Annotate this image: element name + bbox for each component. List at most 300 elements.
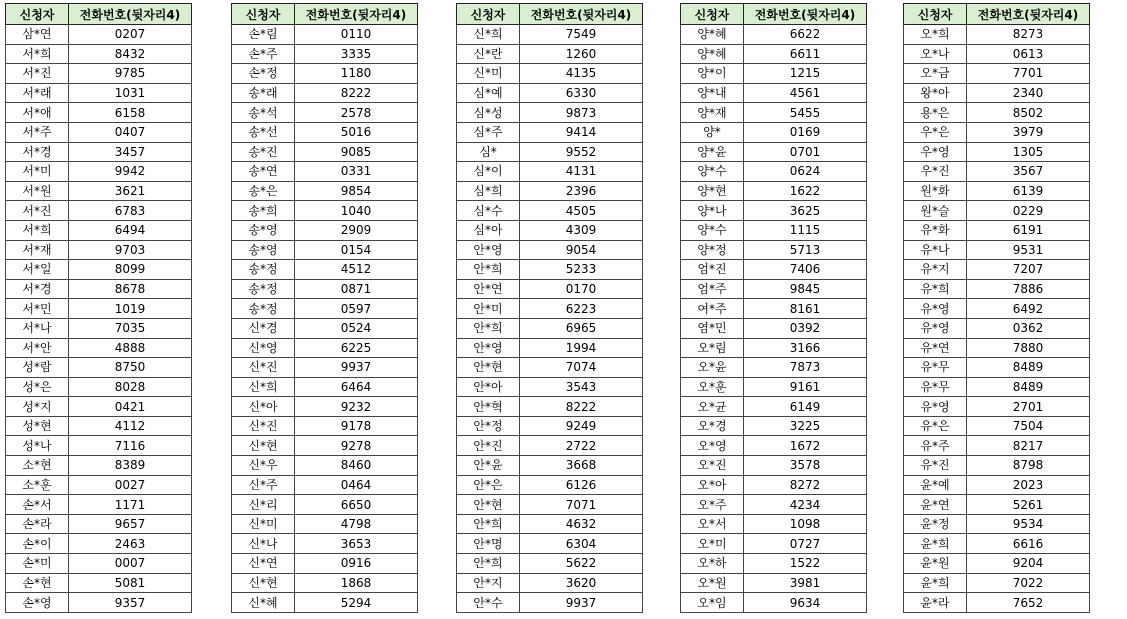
table-row [904,64,1090,84]
applicant-name-cell: 손*이 [6,534,69,554]
applicant-name-cell: 안*영 [457,240,520,260]
table-row [232,495,418,515]
table-row [6,181,192,201]
applicant-name-cell: 송*래 [232,83,295,103]
table-row [681,573,867,593]
phone-last4-cell: 3166 [744,338,867,358]
phone-last4-cell: 2578 [295,103,418,123]
table-row [904,201,1090,221]
applicant-name-cell: 유*화 [904,220,967,240]
table-row [681,318,867,338]
applicant-name-cell: 윤*라 [904,593,967,613]
applicant-name-cell: 안*영 [457,338,520,358]
phone-last4-cell: 9249 [520,416,643,436]
table-row [904,338,1090,358]
applicant-name-cell: 심*수 [457,201,520,221]
phone-last4-cell: 0871 [295,279,418,299]
applicant-name-cell: 유*영 [904,318,967,338]
phone-last4-cell: 4561 [744,83,867,103]
applicant-name-cell: 신*란 [457,44,520,64]
phone-last4-cell: 1019 [69,299,192,319]
table-row [681,358,867,378]
applicant-name-cell: 안*명 [457,534,520,554]
table-row [6,122,192,142]
phone-last4-cell: 7207 [967,260,1090,280]
table-row [6,220,192,240]
applicant-name-cell: 서*일 [6,260,69,280]
applicant-name-cell: 손*서 [6,495,69,515]
applicant-name-cell: 원*화 [904,181,967,201]
applicant-name-cell: 서*미 [6,162,69,182]
table-row [232,44,418,64]
applicant-name-cell: 양*나 [681,201,744,221]
table-row [6,240,192,260]
table-row [6,162,192,182]
table-row [457,534,643,554]
header-row [681,4,867,25]
table-row [232,83,418,103]
table-row [904,534,1090,554]
phone-last4-cell: 0027 [69,475,192,495]
applicant-name-cell: 성*람 [6,358,69,378]
table-row [457,377,643,397]
table-row [6,593,192,613]
table-row [457,64,643,84]
phone-last4-cell: 0170 [520,279,643,299]
phone-last4-cell: 7022 [967,573,1090,593]
applicant-name-cell: 안*현 [457,495,520,515]
phone-last4-cell: 6330 [520,83,643,103]
applicant-name-cell: 서*진 [6,201,69,221]
table-row [904,142,1090,162]
phone-last4-cell: 2463 [69,534,192,554]
phone-last4-cell: 7071 [520,495,643,515]
applicant-name-cell: 양*이 [681,64,744,84]
phone-last4-cell: 1031 [69,83,192,103]
phone-last4-cell: 7701 [967,64,1090,84]
table-row [681,103,867,123]
applicant-name-cell: 신*현 [232,573,295,593]
table-row [232,122,418,142]
phone-last4-cell: 3625 [744,201,867,221]
table-row [681,83,867,103]
phone-last4-cell: 8678 [69,279,192,299]
applicant-name-cell: 오*경 [681,416,744,436]
table-row [681,44,867,64]
applicant-name-cell: 서*주 [6,122,69,142]
applicant-name-cell: 송*희 [232,201,295,221]
table-row [6,338,192,358]
applicant-name-cell: 유*무 [904,377,967,397]
applicant-name-cell: 성*은 [6,377,69,397]
phone-last4-cell: 6126 [520,475,643,495]
table-row [457,122,643,142]
phone-last4-cell: 8272 [744,475,867,495]
applicant-name-cell: 양*현 [681,181,744,201]
applicant-name-cell: 서*원 [6,181,69,201]
phone-last4-cell: 4512 [295,260,418,280]
applicant-name-cell: 용*은 [904,103,967,123]
applicant-name-cell: 윤*희 [904,534,967,554]
applicant-name-cell: 안*희 [457,514,520,534]
applicant-name-cell: 서*경 [6,142,69,162]
phone-last4-cell: 9937 [295,358,418,378]
applicant-name-cell: 안*진 [457,436,520,456]
table-row [232,475,418,495]
phone-last4-cell: 3457 [69,142,192,162]
phone-last4-cell: 1672 [744,436,867,456]
phone-last4-cell: 6622 [744,25,867,45]
applicant-name-cell: 신*연 [232,554,295,574]
table-row [6,358,192,378]
applicant-name-cell: 신*나 [232,534,295,554]
phone-last4-cell: 3979 [967,122,1090,142]
phone-last4-cell: 0524 [295,318,418,338]
table-row [904,495,1090,515]
applicant-name-cell: 오*미 [681,534,744,554]
phone-last4-cell: 9178 [295,416,418,436]
table-row [681,397,867,417]
table-row [6,25,192,45]
table-row [6,436,192,456]
table-row [904,260,1090,280]
phone-last4-cell: 9703 [69,240,192,260]
table-row [681,456,867,476]
table-row [6,103,192,123]
phone-last4-cell: 1040 [295,201,418,221]
header-applicant: 신청자 [232,4,295,25]
phone-last4-cell: 0331 [295,162,418,182]
applicant-name-cell: 오*훈 [681,377,744,397]
table-row [457,416,643,436]
table-row [6,260,192,280]
table-row [681,495,867,515]
table-row [681,377,867,397]
header-phone-last4: 전화번호(뒷자리4) [520,4,643,25]
phone-last4-cell: 5713 [744,240,867,260]
table-row [457,103,643,123]
phone-last4-cell: 0421 [69,397,192,417]
applicant-name-cell: 오*림 [681,338,744,358]
table-row [681,64,867,84]
table-row [457,299,643,319]
phone-last4-cell: 0007 [69,554,192,574]
applicant-name-cell: 오*윤 [681,358,744,378]
table-row [457,554,643,574]
applicant-name-cell: 심*희 [457,181,520,201]
table-row [457,142,643,162]
table-row [6,64,192,84]
phone-last4-cell: 1622 [744,181,867,201]
applicant-name-cell: 우*영 [904,142,967,162]
phone-last4-cell: 6611 [744,44,867,64]
applicant-name-cell: 유*진 [904,456,967,476]
phone-last4-cell: 5261 [967,495,1090,515]
table-row [6,397,192,417]
phone-last4-cell: 4234 [744,495,867,515]
applicant-name-cell: 양*내 [681,83,744,103]
applicant-name-cell: 유*주 [904,436,967,456]
header-applicant: 신청자 [6,4,69,25]
applicant-name-cell: 손*영 [6,593,69,613]
table-row [6,299,192,319]
header-row [904,4,1090,25]
table-row [232,220,418,240]
phone-last4-cell: 9414 [520,122,643,142]
phone-last4-cell: 0110 [295,25,418,45]
table-row [6,456,192,476]
applicant-name-cell: 윤*연 [904,495,967,515]
phone-last4-cell: 3621 [69,181,192,201]
phone-last4-cell: 9232 [295,397,418,417]
applicant-name-cell: 손*현 [6,573,69,593]
table-row [232,103,418,123]
table-row [232,279,418,299]
phone-last4-cell: 0154 [295,240,418,260]
header-applicant: 신청자 [457,4,520,25]
applicant-name-cell: 유*영 [904,397,967,417]
applicant-name-cell: 신*혜 [232,593,295,613]
table-row [681,554,867,574]
table-row [457,220,643,240]
applicant-name-cell: 염*민 [681,318,744,338]
applicant-name-cell: 성*나 [6,436,69,456]
phone-last4-cell: 7406 [744,260,867,280]
phone-last4-cell: 6149 [744,397,867,417]
phone-last4-cell: 4112 [69,416,192,436]
phone-last4-cell: 0916 [295,554,418,574]
phone-last4-cell: 7116 [69,436,192,456]
table-row [681,220,867,240]
table-row [457,495,643,515]
applicant-name-cell: 윤*정 [904,514,967,534]
applicant-name-cell: 송*영 [232,220,295,240]
phone-last4-cell: 5081 [69,573,192,593]
phone-last4-cell: 3578 [744,456,867,476]
phone-last4-cell: 6650 [295,495,418,515]
table-row [457,201,643,221]
table-row [681,162,867,182]
phone-last4-cell: 7652 [967,593,1090,613]
header-row [232,4,418,25]
phone-last4-cell: 4632 [520,514,643,534]
phone-last4-cell: 6492 [967,299,1090,319]
applicant-name-cell: 오*아 [681,475,744,495]
phone-last4-cell: 2722 [520,436,643,456]
phone-last4-cell: 0464 [295,475,418,495]
applicant-name-cell: 안*수 [457,593,520,613]
table-row [232,181,418,201]
phone-last4-cell: 8489 [967,377,1090,397]
applicant-name-cell: 오*금 [904,64,967,84]
phone-last4-cell: 1171 [69,495,192,515]
phone-last4-cell: 9937 [520,593,643,613]
applicant-name-cell: 서*재 [6,240,69,260]
table-row [232,25,418,45]
applicant-name-cell: 신*우 [232,456,295,476]
header-applicant: 신청자 [904,4,967,25]
applicant-name-cell: 신*주 [232,475,295,495]
applicant-name-cell: 손*미 [6,554,69,574]
applicant-name-cell: 송*정 [232,260,295,280]
applicant-name-cell: 서*민 [6,299,69,319]
applicant-name-cell: 윤*원 [904,554,967,574]
phone-last4-cell: 0597 [295,299,418,319]
applicant-name-cell: 성*현 [6,416,69,436]
phone-last4-cell: 6191 [967,220,1090,240]
applicant-name-cell: 신*영 [232,338,295,358]
applicant-name-cell: 원*슬 [904,201,967,221]
applicant-name-cell: 서*희 [6,220,69,240]
applicant-name-cell: 서*희 [6,44,69,64]
phone-last4-cell: 9054 [520,240,643,260]
table-row [904,25,1090,45]
applicant-name-cell: 신*경 [232,318,295,338]
phone-last4-cell: 1115 [744,220,867,240]
table-row [232,162,418,182]
phone-last4-cell: 9854 [295,181,418,201]
applicant-name-cell: 심*주 [457,122,520,142]
phone-last4-cell: 0229 [967,201,1090,221]
applicant-name-cell: 손*정 [232,64,295,84]
table-row [232,436,418,456]
table-row [904,220,1090,240]
table-row [904,279,1090,299]
applicant-name-cell: 신*희 [232,377,295,397]
applicant-name-cell: 서*경 [6,279,69,299]
applicant-name-cell: 우*은 [904,122,967,142]
phone-last4-cell: 6965 [520,318,643,338]
applicant-name-cell: 오*원 [681,573,744,593]
phone-last4-cell: 4505 [520,201,643,221]
phone-last4-cell: 2396 [520,181,643,201]
phone-last4-cell: 6304 [520,534,643,554]
table-row [681,279,867,299]
applicant-name-cell: 오*희 [904,25,967,45]
table-row [681,260,867,280]
phone-last4-cell: 6225 [295,338,418,358]
applicant-name-cell: 양*재 [681,103,744,123]
table-row [904,593,1090,613]
phone-last4-cell: 8161 [744,299,867,319]
phone-last4-cell: 3335 [295,44,418,64]
table-row [457,358,643,378]
phone-last4-cell: 5622 [520,554,643,574]
phone-last4-cell: 8222 [520,397,643,417]
table-row [681,299,867,319]
phone-last4-cell: 8222 [295,83,418,103]
phone-last4-cell: 8028 [69,377,192,397]
phone-last4-cell: 9357 [69,593,192,613]
phone-last4-cell: 9278 [295,436,418,456]
applicant-name-cell: 엄*주 [681,279,744,299]
phone-last4-cell: 3653 [295,534,418,554]
applicant-name-cell: 신*아 [232,397,295,417]
table-row [904,416,1090,436]
phone-last4-cell: 7873 [744,358,867,378]
table-row [232,534,418,554]
phone-last4-cell: 1868 [295,573,418,593]
applicant-name-cell: 안*희 [457,554,520,574]
applicant-name-cell: 양*정 [681,240,744,260]
phone-last4-cell: 1098 [744,514,867,534]
applicant-name-cell: 유*나 [904,240,967,260]
phone-last4-cell: 9552 [520,142,643,162]
applicant-name-cell: 신*미 [457,64,520,84]
applicant-name-cell: 서*애 [6,103,69,123]
table-row [6,142,192,162]
phone-last4-cell: 9873 [520,103,643,123]
table-row [6,201,192,221]
applicant-name-cell: 유*무 [904,358,967,378]
header-phone-last4: 전화번호(뒷자리4) [295,4,418,25]
applicant-table-5 [903,3,1090,613]
phone-last4-cell: 9085 [295,142,418,162]
table-row [904,436,1090,456]
phone-last4-cell: 8273 [967,25,1090,45]
phone-last4-cell: 0407 [69,122,192,142]
table-row [904,181,1090,201]
applicant-name-cell: 삼*연 [6,25,69,45]
applicant-name-cell: 송*은 [232,181,295,201]
applicant-name-cell: 안*윤 [457,456,520,476]
table-row [457,573,643,593]
table-row [681,25,867,45]
table-row [457,83,643,103]
applicant-name-cell: 안*미 [457,299,520,319]
table-row [681,475,867,495]
phone-last4-cell: 3668 [520,456,643,476]
table-row [232,201,418,221]
applicant-name-cell: 오*진 [681,456,744,476]
phone-last4-cell: 6158 [69,103,192,123]
applicant-name-cell: 안*현 [457,358,520,378]
table-row [232,397,418,417]
table-row [681,416,867,436]
table-row [904,122,1090,142]
table-row [904,240,1090,260]
applicant-name-cell: 엄*진 [681,260,744,280]
phone-last4-cell: 7880 [967,338,1090,358]
phone-last4-cell: 1215 [744,64,867,84]
table-row [904,554,1090,574]
phone-last4-cell: 1994 [520,338,643,358]
header-phone-last4: 전화번호(뒷자리4) [967,4,1090,25]
table-row [457,593,643,613]
table-row [232,573,418,593]
phone-last4-cell: 6494 [69,220,192,240]
applicant-name-cell: 오*균 [681,397,744,417]
table-row [6,44,192,64]
applicant-table-4 [680,3,867,613]
header-row [457,4,643,25]
applicant-name-cell: 오*서 [681,514,744,534]
header-row [6,4,192,25]
table-row [6,475,192,495]
phone-last4-cell: 8489 [967,358,1090,378]
applicant-table-2 [231,3,418,613]
applicant-name-cell: 양*수 [681,162,744,182]
table-row [681,201,867,221]
phone-last4-cell: 1180 [295,64,418,84]
applicant-name-cell: 신*현 [232,436,295,456]
phone-last4-cell: 8389 [69,456,192,476]
table-row [457,514,643,534]
phone-last4-cell: 4888 [69,338,192,358]
table-row [904,475,1090,495]
table-row [6,573,192,593]
phone-last4-cell: 6783 [69,201,192,221]
